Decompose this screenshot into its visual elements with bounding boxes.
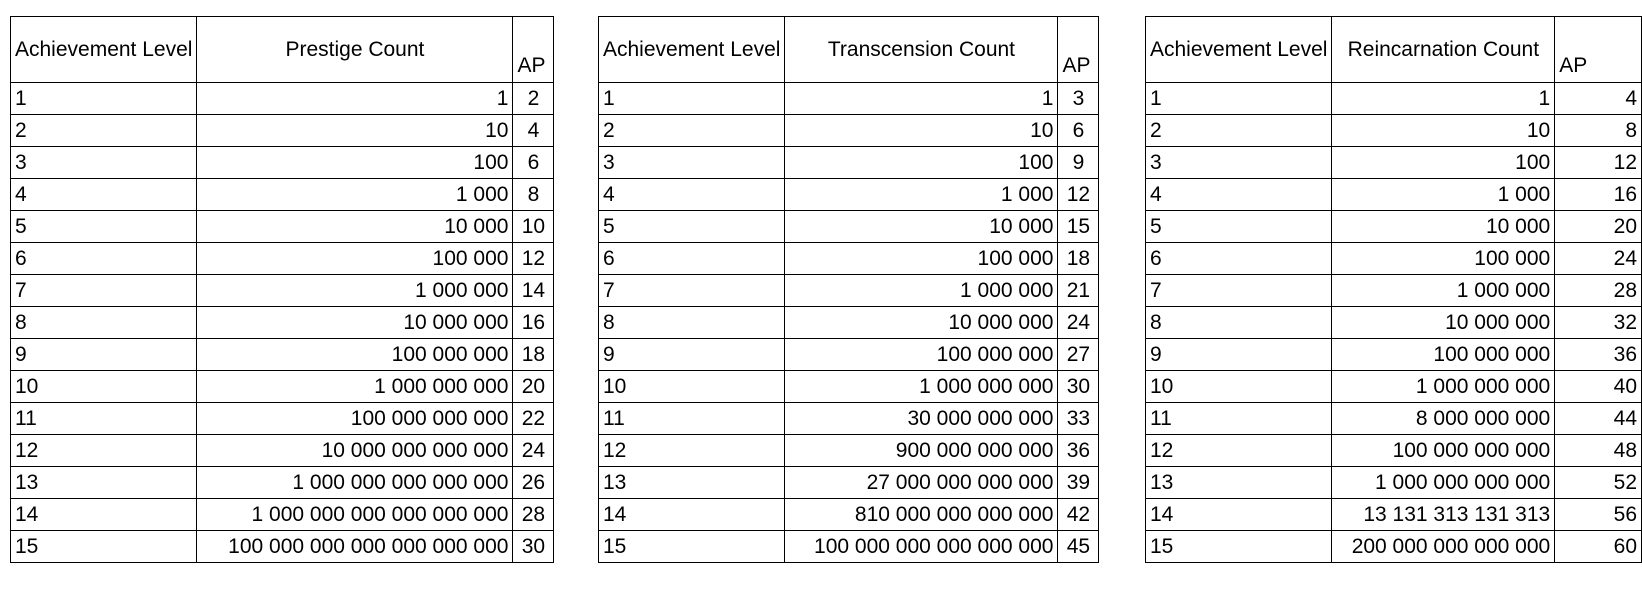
level-cell: 10 [11, 371, 197, 403]
count-cell: 1 000 000 000 000 000 [197, 467, 513, 499]
level-cell: 12 [11, 435, 197, 467]
table-row [599, 499, 1099, 531]
level-cell: 12 [1146, 435, 1332, 467]
table-row [1146, 307, 1642, 339]
prestige-table [10, 16, 554, 563]
table-row [599, 243, 1099, 275]
count-cell: 100 000 [1332, 243, 1555, 275]
transcension-table [598, 16, 1099, 563]
count-cell: 200 000 000 000 000 [1332, 531, 1555, 563]
header-ap: AP [1555, 17, 1642, 83]
table-row [11, 531, 554, 563]
count-cell: 27 000 000 000 000 [785, 467, 1058, 499]
count-cell: 10 [197, 115, 513, 147]
level-cell: 5 [1146, 211, 1332, 243]
count-cell: 10 000 000 [197, 307, 513, 339]
table-row [599, 467, 1099, 499]
table-row [11, 339, 554, 371]
level-cell: 4 [599, 179, 785, 211]
table-row [11, 467, 554, 499]
table-row [599, 403, 1099, 435]
ap-cell: 6 [1058, 115, 1099, 147]
level-cell: 14 [1146, 499, 1332, 531]
level-cell: 11 [599, 403, 785, 435]
count-cell: 10 000 000 [785, 307, 1058, 339]
level-cell: 15 [599, 531, 785, 563]
table-row [599, 83, 1099, 115]
ap-cell: 8 [1555, 115, 1642, 147]
table-row [1146, 371, 1642, 403]
table-row [1146, 179, 1642, 211]
table-row [1146, 275, 1642, 307]
level-cell: 1 [599, 83, 785, 115]
level-cell: 10 [599, 371, 785, 403]
level-cell: 15 [11, 531, 197, 563]
count-cell: 1 000 [197, 179, 513, 211]
count-cell: 1 [1332, 83, 1555, 115]
level-cell: 12 [599, 435, 785, 467]
header-row [1146, 17, 1642, 83]
table-row [1146, 147, 1642, 179]
table-row [1146, 83, 1642, 115]
level-cell: 11 [1146, 403, 1332, 435]
table-row [11, 275, 554, 307]
level-cell: 1 [1146, 83, 1332, 115]
ap-cell: 12 [1555, 147, 1642, 179]
level-cell: 8 [1146, 307, 1332, 339]
ap-cell: 18 [1058, 243, 1099, 275]
count-cell: 100 000 000 000 [1332, 435, 1555, 467]
level-cell: 2 [599, 115, 785, 147]
table-row [11, 83, 554, 115]
ap-cell: 16 [513, 307, 554, 339]
ap-cell: 10 [513, 211, 554, 243]
level-cell: 6 [599, 243, 785, 275]
table-row [1146, 531, 1642, 563]
level-cell: 14 [599, 499, 785, 531]
ap-cell: 56 [1555, 499, 1642, 531]
table-row [11, 371, 554, 403]
level-cell: 2 [1146, 115, 1332, 147]
level-cell: 13 [599, 467, 785, 499]
table-row [11, 403, 554, 435]
table-row [599, 115, 1099, 147]
level-cell: 8 [599, 307, 785, 339]
table-row [599, 531, 1099, 563]
table-row [599, 211, 1099, 243]
count-cell: 1 000 [785, 179, 1058, 211]
ap-cell: 18 [513, 339, 554, 371]
ap-cell: 36 [1058, 435, 1099, 467]
ap-cell: 16 [1555, 179, 1642, 211]
table-row [1146, 435, 1642, 467]
count-cell: 100 000 000 [197, 339, 513, 371]
ap-cell: 21 [1058, 275, 1099, 307]
count-cell: 10 [785, 115, 1058, 147]
table-row [1146, 467, 1642, 499]
count-cell: 10 000 000 [1332, 307, 1555, 339]
table-row [599, 371, 1099, 403]
ap-cell: 30 [1058, 371, 1099, 403]
ap-cell: 24 [1058, 307, 1099, 339]
ap-cell: 44 [1555, 403, 1642, 435]
table-row [1146, 243, 1642, 275]
header-reincarnation-count: Reincarnation Count [1332, 17, 1555, 83]
header-achievement-level: Achievement Level [599, 17, 785, 83]
level-cell: 1 [11, 83, 197, 115]
count-cell: 10 000 [785, 211, 1058, 243]
level-cell: 11 [11, 403, 197, 435]
count-cell: 8 000 000 000 [1332, 403, 1555, 435]
table-row [599, 307, 1099, 339]
table-row [1146, 339, 1642, 371]
count-cell: 10 000 [1332, 211, 1555, 243]
level-cell: 4 [11, 179, 197, 211]
count-cell: 100 [1332, 147, 1555, 179]
ap-cell: 14 [513, 275, 554, 307]
table-row [1146, 499, 1642, 531]
count-cell: 1 [785, 83, 1058, 115]
level-cell: 5 [11, 211, 197, 243]
count-cell: 1 000 000 000 [1332, 371, 1555, 403]
table-row [11, 179, 554, 211]
ap-cell: 42 [1058, 499, 1099, 531]
header-ap: AP [1058, 17, 1099, 83]
level-cell: 9 [599, 339, 785, 371]
header-row [599, 17, 1099, 83]
ap-cell: 27 [1058, 339, 1099, 371]
level-cell: 10 [1146, 371, 1332, 403]
table-row [11, 211, 554, 243]
level-cell: 3 [1146, 147, 1332, 179]
level-cell: 3 [599, 147, 785, 179]
count-cell: 1 000 000 [1332, 275, 1555, 307]
count-cell: 10 000 [197, 211, 513, 243]
ap-cell: 28 [513, 499, 554, 531]
ap-cell: 3 [1058, 83, 1099, 115]
count-cell: 100 000 [197, 243, 513, 275]
level-cell: 15 [1146, 531, 1332, 563]
level-cell: 7 [599, 275, 785, 307]
count-cell: 10 [1332, 115, 1555, 147]
count-cell: 1 [197, 83, 513, 115]
count-cell: 100 [785, 147, 1058, 179]
table-row [599, 275, 1099, 307]
ap-cell: 36 [1555, 339, 1642, 371]
ap-cell: 2 [513, 83, 554, 115]
ap-cell: 45 [1058, 531, 1099, 563]
count-cell: 100 000 000 [1332, 339, 1555, 371]
ap-cell: 6 [513, 147, 554, 179]
ap-cell: 24 [513, 435, 554, 467]
level-cell: 13 [11, 467, 197, 499]
ap-cell: 28 [1555, 275, 1642, 307]
level-cell: 7 [1146, 275, 1332, 307]
level-cell: 8 [11, 307, 197, 339]
ap-cell: 26 [513, 467, 554, 499]
ap-cell: 52 [1555, 467, 1642, 499]
level-cell: 14 [11, 499, 197, 531]
header-transcension-count: Transcension Count [785, 17, 1058, 83]
ap-cell: 4 [513, 115, 554, 147]
count-cell: 100 000 000 000 000 000 [785, 531, 1058, 563]
header-prestige-count: Prestige Count [197, 17, 513, 83]
count-cell: 1 000 [1332, 179, 1555, 211]
count-cell: 100 [197, 147, 513, 179]
reincarnation-table [1145, 16, 1642, 563]
count-cell: 100 000 000 000 000 000 000 [197, 531, 513, 563]
level-cell: 2 [11, 115, 197, 147]
count-cell: 100 000 [785, 243, 1058, 275]
count-cell: 100 000 000 [785, 339, 1058, 371]
header-ap: AP [513, 17, 554, 83]
ap-cell: 9 [1058, 147, 1099, 179]
count-cell: 810 000 000 000 000 [785, 499, 1058, 531]
header-row [11, 17, 554, 83]
ap-cell: 60 [1555, 531, 1642, 563]
table-row [1146, 403, 1642, 435]
table-row [599, 179, 1099, 211]
ap-cell: 48 [1555, 435, 1642, 467]
level-cell: 6 [1146, 243, 1332, 275]
level-cell: 3 [11, 147, 197, 179]
ap-cell: 39 [1058, 467, 1099, 499]
prestige-table-body [11, 83, 554, 563]
count-cell: 10 000 000 000 000 [197, 435, 513, 467]
ap-cell: 32 [1555, 307, 1642, 339]
table-row [11, 435, 554, 467]
level-cell: 7 [11, 275, 197, 307]
ap-cell: 30 [513, 531, 554, 563]
table-row [1146, 115, 1642, 147]
table-row [599, 147, 1099, 179]
level-cell: 5 [599, 211, 785, 243]
table-row [11, 115, 554, 147]
count-cell: 100 000 000 000 [197, 403, 513, 435]
ap-cell: 15 [1058, 211, 1099, 243]
table-row [599, 339, 1099, 371]
count-cell: 1 000 000 000 000 [1332, 467, 1555, 499]
count-cell: 1 000 000 [197, 275, 513, 307]
count-cell: 1 000 000 000 [785, 371, 1058, 403]
ap-cell: 8 [513, 179, 554, 211]
ap-cell: 12 [1058, 179, 1099, 211]
level-cell: 9 [1146, 339, 1332, 371]
ap-cell: 20 [1555, 211, 1642, 243]
count-cell: 1 000 000 000 [197, 371, 513, 403]
ap-cell: 40 [1555, 371, 1642, 403]
header-achievement-level: Achievement Level [11, 17, 197, 83]
count-cell: 30 000 000 000 [785, 403, 1058, 435]
level-cell: 6 [11, 243, 197, 275]
table-row [11, 499, 554, 531]
level-cell: 9 [11, 339, 197, 371]
ap-cell: 24 [1555, 243, 1642, 275]
ap-cell: 4 [1555, 83, 1642, 115]
count-cell: 1 000 000 [785, 275, 1058, 307]
table-row [1146, 211, 1642, 243]
level-cell: 4 [1146, 179, 1332, 211]
level-cell: 13 [1146, 467, 1332, 499]
ap-cell: 22 [513, 403, 554, 435]
count-cell: 1 000 000 000 000 000 000 [197, 499, 513, 531]
ap-cell: 33 [1058, 403, 1099, 435]
reincarnation-table-body [1146, 83, 1642, 563]
ap-cell: 20 [513, 371, 554, 403]
table-row [11, 147, 554, 179]
table-row [599, 435, 1099, 467]
ap-cell: 12 [513, 243, 554, 275]
count-cell: 900 000 000 000 [785, 435, 1058, 467]
transcension-table-body [599, 83, 1099, 563]
table-row [11, 243, 554, 275]
header-achievement-level: Achievement Level [1146, 17, 1332, 83]
count-cell: 13 131 313 131 313 [1332, 499, 1555, 531]
table-row [11, 307, 554, 339]
